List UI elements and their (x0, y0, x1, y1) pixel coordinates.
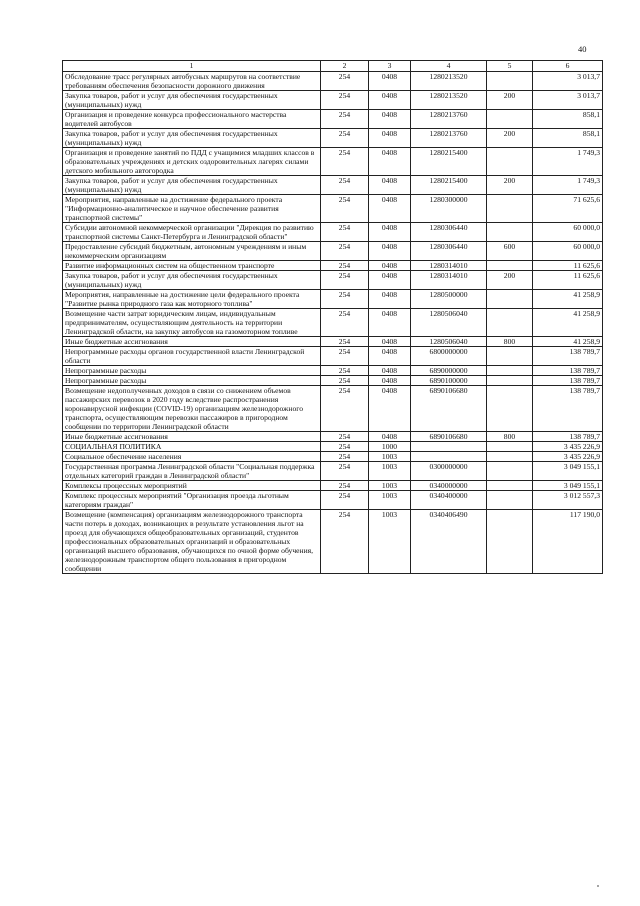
target-article-cell: 1280213520 (411, 72, 487, 91)
expense-type-cell (487, 510, 533, 574)
row-name-cell: СОЦИАЛЬНАЯ ПОЛИТИКА (63, 442, 321, 452)
table-row (63, 129, 603, 148)
target-article-cell: 1280213760 (411, 110, 487, 129)
table-row (63, 386, 603, 432)
grbs-cell: 254 (321, 337, 369, 347)
table-row (63, 176, 603, 195)
amount-cell: 11 625,6 (533, 271, 603, 290)
table-row (63, 510, 603, 574)
amount-cell: 117 190,0 (533, 510, 603, 574)
section-cell: 0408 (369, 347, 411, 366)
table-row (63, 290, 603, 309)
amount-cell: 60 000,0 (533, 242, 603, 261)
grbs-cell: 254 (321, 72, 369, 91)
expense-type-cell: 800 (487, 337, 533, 347)
amount-cell: 138 789,7 (533, 366, 603, 376)
row-name-cell: Непрограммные расходы (63, 366, 321, 376)
table-row (63, 148, 603, 176)
row-name-cell: Непрограммные расходы (63, 376, 321, 386)
table-row (63, 337, 603, 347)
section-cell: 0408 (369, 337, 411, 347)
amount-cell: 3 049 155,1 (533, 481, 603, 491)
row-name-cell: Непрограммные расходы органов государственной власти Ленинградской области (63, 347, 321, 366)
target-article-cell: 1280213520 (411, 91, 487, 110)
grbs-cell: 254 (321, 176, 369, 195)
table-row (63, 195, 603, 223)
target-article-cell: 6890100000 (411, 376, 487, 386)
section-cell: 0408 (369, 309, 411, 337)
expense-type-cell (487, 290, 533, 309)
table-row (63, 309, 603, 337)
column-header: 2 (321, 61, 369, 72)
expense-type-cell: 200 (487, 176, 533, 195)
grbs-cell: 254 (321, 271, 369, 290)
expense-type-cell: 200 (487, 129, 533, 148)
row-name-cell: Организация и проведение занятий по ПДД с учащимися младших классов в образовательных учреждениях и детских оздоровительных лагерях силами детского мобильного автогородка (63, 148, 321, 176)
grbs-cell: 254 (321, 195, 369, 223)
expense-type-cell (487, 347, 533, 366)
expense-type-cell (487, 72, 533, 91)
page-number: 40 (578, 44, 587, 54)
target-article-cell: 1280306440 (411, 242, 487, 261)
grbs-cell: 254 (321, 491, 369, 510)
amount-cell: 11 625,6 (533, 261, 603, 271)
target-article-cell: 1280506040 (411, 309, 487, 337)
row-name-cell: Закупка товаров, работ и услуг для обеспечения государственных (муниципальных) нужд (63, 129, 321, 148)
table-row (63, 261, 603, 271)
section-cell: 1003 (369, 462, 411, 481)
amount-cell: 3 435 226,9 (533, 442, 603, 452)
table-row (63, 442, 603, 452)
scan-speck (597, 885, 599, 887)
row-name-cell: Субсидии автономной некоммерческой организации "Дирекция по развитию транспортной системы Санкт-Петербурга и Ленинградской области" (63, 223, 321, 242)
target-article-cell: 1280314010 (411, 261, 487, 271)
expense-type-cell (487, 491, 533, 510)
table-row (63, 91, 603, 110)
amount-cell: 3 435 226,9 (533, 452, 603, 462)
row-name-cell: Мероприятия, направленные на достижение федерального проекта "Информационно-аналитическое и научное обеспечение развития транспортной системы" (63, 195, 321, 223)
grbs-cell: 254 (321, 309, 369, 337)
budget-table (62, 60, 603, 574)
amount-cell: 1 749,3 (533, 148, 603, 176)
target-article-cell: 0300000000 (411, 462, 487, 481)
row-name-cell: Предоставление субсидий бюджетным, автономным учреждениям и иным некоммерческим организациям (63, 242, 321, 261)
target-article-cell: 6890106680 (411, 432, 487, 442)
table-row (63, 462, 603, 481)
amount-cell: 1 749,3 (533, 176, 603, 195)
grbs-cell: 254 (321, 452, 369, 462)
section-cell: 0408 (369, 366, 411, 376)
grbs-cell: 254 (321, 366, 369, 376)
grbs-cell: 254 (321, 148, 369, 176)
amount-cell: 3 013,7 (533, 72, 603, 91)
target-article-cell: 1280314010 (411, 271, 487, 290)
target-article-cell: 6890000000 (411, 366, 487, 376)
expense-type-cell (487, 462, 533, 481)
target-article-cell: 0340400000 (411, 491, 487, 510)
expense-type-cell: 200 (487, 91, 533, 110)
expense-type-cell (487, 223, 533, 242)
amount-cell: 71 625,6 (533, 195, 603, 223)
expense-type-cell (487, 481, 533, 491)
section-cell: 1000 (369, 442, 411, 452)
section-cell: 0408 (369, 110, 411, 129)
section-cell: 0408 (369, 223, 411, 242)
expense-type-cell (487, 366, 533, 376)
section-cell: 1003 (369, 481, 411, 491)
table-row (63, 271, 603, 290)
section-cell: 0408 (369, 91, 411, 110)
amount-cell: 138 789,7 (533, 386, 603, 432)
table-body (63, 72, 603, 574)
section-cell: 0408 (369, 242, 411, 261)
grbs-cell: 254 (321, 290, 369, 309)
column-header: 3 (369, 61, 411, 72)
table-row (63, 491, 603, 510)
expense-type-cell (487, 148, 533, 176)
section-cell: 0408 (369, 261, 411, 271)
expense-type-cell (487, 386, 533, 432)
row-name-cell: Закупка товаров, работ и услуг для обеспечения государственных (муниципальных) нужд (63, 271, 321, 290)
section-cell: 0408 (369, 176, 411, 195)
section-cell: 1003 (369, 491, 411, 510)
grbs-cell: 254 (321, 110, 369, 129)
expense-type-cell (487, 376, 533, 386)
section-cell: 1003 (369, 452, 411, 462)
section-cell: 0408 (369, 290, 411, 309)
table-row (63, 110, 603, 129)
grbs-cell: 254 (321, 432, 369, 442)
target-article-cell (411, 452, 487, 462)
grbs-cell: 254 (321, 376, 369, 386)
amount-cell: 858,1 (533, 110, 603, 129)
row-name-cell: Обследование трасс регулярных автобусных маршрутов на соответствие требованиям обеспечения безопасности дорожного движения (63, 72, 321, 91)
expense-type-cell: 800 (487, 432, 533, 442)
amount-cell: 3 012 557,3 (533, 491, 603, 510)
row-name-cell: Иные бюджетные ассигнования (63, 337, 321, 347)
section-cell: 0408 (369, 148, 411, 176)
expense-type-cell (487, 309, 533, 337)
expense-type-cell: 600 (487, 242, 533, 261)
expense-type-cell: 200 (487, 271, 533, 290)
amount-cell: 60 000,0 (533, 223, 603, 242)
grbs-cell: 254 (321, 386, 369, 432)
table-row (63, 452, 603, 462)
target-article-cell: 1280215400 (411, 176, 487, 195)
section-cell: 0408 (369, 376, 411, 386)
expense-type-cell (487, 442, 533, 452)
table-row (63, 432, 603, 442)
grbs-cell: 254 (321, 462, 369, 481)
expense-type-cell (487, 195, 533, 223)
table-row (63, 366, 603, 376)
amount-cell: 138 789,7 (533, 347, 603, 366)
row-name-cell: Возмещение (компенсация) организациям железнодорожного транспорта части потерь в доходах, возникающих в результате установления льгот на проезд для обучающихся общеобразовательных организаций, студентов профессиональных образовательных организаций и образовательных организаций высшего образования, обучающихся по очной форме обучения, железнодорожным транспортом общего пользования в пригородном сообщении (63, 510, 321, 574)
target-article-cell: 1280213760 (411, 129, 487, 148)
grbs-cell: 254 (321, 129, 369, 148)
target-article-cell: 0340406490 (411, 510, 487, 574)
column-header: 5 (487, 61, 533, 72)
section-cell: 0408 (369, 271, 411, 290)
column-header: 1 (63, 61, 321, 72)
target-article-cell (411, 442, 487, 452)
grbs-cell: 254 (321, 242, 369, 261)
row-name-cell: Развитие информационных систем на общественном транспорте (63, 261, 321, 271)
row-name-cell: Возмещение недополученных доходов в связи со снижением объемов пассажирских перевозок в 2020 году вследствие распространения коронавирусной инфекции (COVID-19) организациям железнодорожного транспорта, осуществляющим перевозки пассажиров в пригородном сообщении по территории Ленинградской области (63, 386, 321, 432)
amount-cell: 138 789,7 (533, 376, 603, 386)
grbs-cell: 254 (321, 223, 369, 242)
section-cell: 0408 (369, 195, 411, 223)
table-row (63, 481, 603, 491)
table-row (63, 72, 603, 91)
row-name-cell: Организация и проведение конкурса профессионального мастерства водителей автобусов (63, 110, 321, 129)
target-article-cell: 0340000000 (411, 481, 487, 491)
grbs-cell: 254 (321, 91, 369, 110)
target-article-cell: 1280306440 (411, 223, 487, 242)
expense-type-cell (487, 261, 533, 271)
expense-type-cell (487, 452, 533, 462)
target-article-cell: 1280300000 (411, 195, 487, 223)
amount-cell: 138 789,7 (533, 432, 603, 442)
table-row (63, 376, 603, 386)
row-name-cell: Возмещение части затрат юридическим лицам, индивидуальным предпринимателям, осуществляющим деятельность на территории Ленинградской области, на закупку автобусов на газомоторном топливе (63, 309, 321, 337)
section-cell: 0408 (369, 386, 411, 432)
grbs-cell: 254 (321, 481, 369, 491)
section-cell: 0408 (369, 72, 411, 91)
row-name-cell: Мероприятия, направленные на достижение цели федерального проекта "Развитие рынка природного газа как моторного топлива" (63, 290, 321, 309)
grbs-cell: 254 (321, 347, 369, 366)
grbs-cell: 254 (321, 261, 369, 271)
expense-type-cell (487, 110, 533, 129)
target-article-cell: 1280500000 (411, 290, 487, 309)
table-header-row (63, 61, 603, 72)
row-name-cell: Иные бюджетные ассигнования (63, 432, 321, 442)
section-cell: 0408 (369, 129, 411, 148)
target-article-cell: 1280215400 (411, 148, 487, 176)
section-cell: 1003 (369, 510, 411, 574)
target-article-cell: 1280506040 (411, 337, 487, 347)
amount-cell: 3 013,7 (533, 91, 603, 110)
row-name-cell: Государственная программа Ленинградской области "Социальная поддержка отдельных категорий граждан в Ленинградской области" (63, 462, 321, 481)
column-header: 4 (411, 61, 487, 72)
row-name-cell: Закупка товаров, работ и услуг для обеспечения государственных (муниципальных) нужд (63, 91, 321, 110)
grbs-cell: 254 (321, 510, 369, 574)
amount-cell: 41 258,9 (533, 309, 603, 337)
amount-cell: 858,1 (533, 129, 603, 148)
target-article-cell: 6890106680 (411, 386, 487, 432)
table-row (63, 347, 603, 366)
amount-cell: 3 049 155,1 (533, 462, 603, 481)
section-cell: 0408 (369, 432, 411, 442)
target-article-cell: 6800000000 (411, 347, 487, 366)
amount-cell: 41 258,9 (533, 337, 603, 347)
row-name-cell: Социальное обеспечение населения (63, 452, 321, 462)
row-name-cell: Комплекс процессных мероприятий "Организация проезда льготным категориям граждан" (63, 491, 321, 510)
column-header: 6 (533, 61, 603, 72)
table-row (63, 242, 603, 261)
amount-cell: 41 258,9 (533, 290, 603, 309)
table-row (63, 223, 603, 242)
grbs-cell: 254 (321, 442, 369, 452)
row-name-cell: Комплексы процессных мероприятий (63, 481, 321, 491)
row-name-cell: Закупка товаров, работ и услуг для обеспечения государственных (муниципальных) нужд (63, 176, 321, 195)
